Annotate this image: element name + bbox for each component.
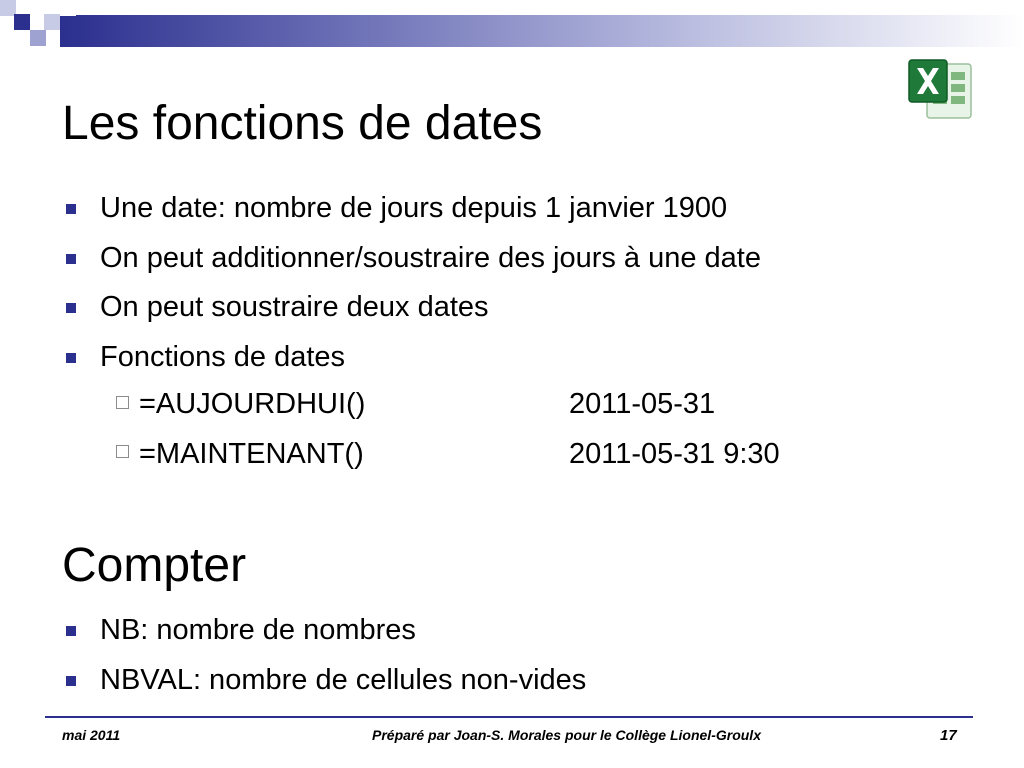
list-item	[62, 184, 761, 234]
list-item	[62, 333, 761, 383]
bullet-square-icon	[66, 676, 76, 686]
list-item-text: Fonctions de dates	[100, 340, 346, 373]
bullet-square-icon	[66, 353, 76, 363]
list-item-text: On peut soustraire deux dates	[100, 291, 489, 323]
function-value: 2011-05-31 9:30	[569, 437, 780, 470]
footer-divider	[45, 716, 973, 718]
excel-logo-icon	[905, 58, 975, 122]
function-item	[116, 430, 780, 480]
footer-date: mai 2011	[62, 727, 121, 743]
bullet-list	[62, 606, 586, 705]
bullet-square-icon	[66, 254, 76, 264]
function-value: 2011-05-31	[569, 388, 716, 420]
bullet-square-icon	[66, 204, 76, 214]
decorative-square	[14, 14, 30, 30]
list-item-text: Une date: nombre de jours depuis 1 janvier 1900	[100, 192, 728, 224]
slide-title: Les fonctions de dates	[62, 97, 543, 150]
list-item	[62, 234, 761, 284]
decorative-square	[44, 14, 60, 30]
bullet-square-icon	[66, 303, 76, 313]
page-number: 17	[940, 727, 957, 744]
decorative-square	[60, 0, 76, 16]
bullet-list	[62, 184, 761, 382]
decorative-square	[14, 30, 30, 46]
list-item	[62, 606, 586, 656]
header-gradient-bar	[60, 15, 1024, 47]
list-item-text: NBVAL: nombre de cellules non-vides	[100, 663, 587, 696]
list-item	[62, 656, 586, 706]
function-item	[116, 380, 780, 430]
function-name: =AUJOURDHUI()	[139, 388, 366, 420]
decorative-square	[30, 30, 46, 46]
list-item-text: NB: nombre de nombres	[100, 614, 416, 646]
hollow-square-bullet-icon	[116, 396, 129, 409]
list-item-text: On peut additionner/soustraire des jours à une date	[100, 241, 761, 274]
hollow-square-bullet-icon	[116, 445, 129, 458]
section-title: Compter	[62, 539, 247, 592]
function-sublist	[116, 380, 780, 479]
footer-credit: Préparé par Joan-S. Morales pour le Collège Lionel-Groulx	[372, 727, 761, 743]
list-item	[62, 283, 761, 333]
function-name: =MAINTENANT()	[139, 437, 364, 470]
bullet-square-icon	[66, 626, 76, 636]
